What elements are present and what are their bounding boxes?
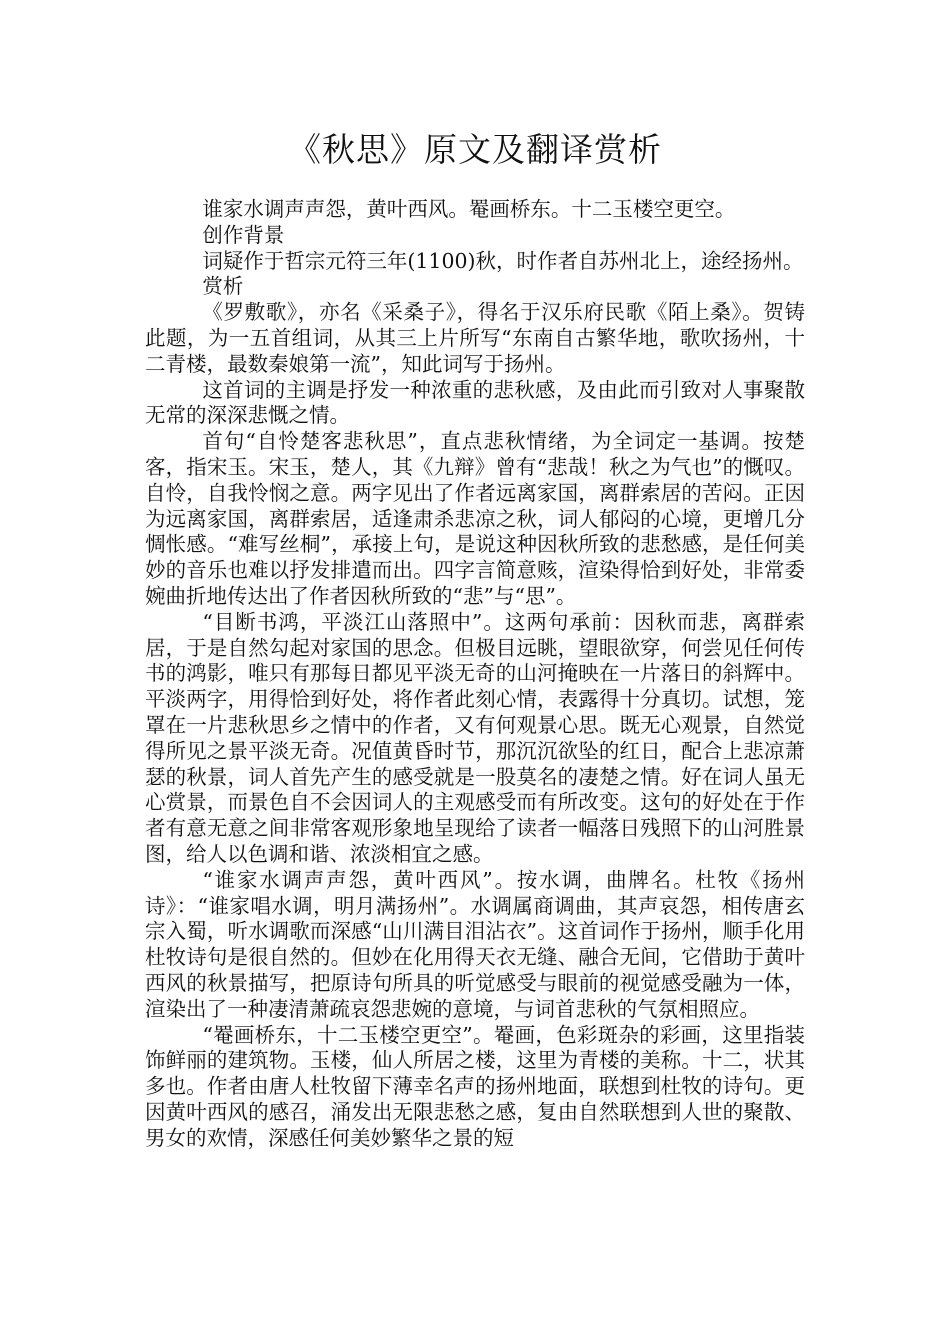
appreciation-paragraph: 《罗敷歌》，亦名《采桑子》，得名于汉乐府民歌《陌上桑》。贺铸此题，为一五首组词，从其三上片所写“东南自古繁华地，歌吹扬州，十二青楼，最数秦娘第一流”，知此词写于扬州。 bbox=[145, 300, 805, 376]
document-body bbox=[145, 197, 805, 1151]
poem-line: 谁家水调声声怨，黄叶西风。罨画桥东。十二玉楼空更空。 bbox=[202, 197, 736, 221]
background-paragraph: 词疑作于哲宗元符三年(1100)秋，时作者自苏州北上，途经扬州。 bbox=[202, 248, 804, 273]
appreciation-paragraph: “罨画桥东，十二玉楼空更空”。罨画，色彩斑杂的彩画，这里指装饰鲜丽的建筑物。玉楼，仙人所居之楼，这里为青楼的美称。十二，状其多也。作者由唐人杜牧留下薄幸名声的扬州地面，联想到杜牧的诗句。更因黄叶西风的感召，涌发出无限悲愁之感，复由自然联想到人世的聚散、男女的欢情，深感任何美妙繁华之景的短 bbox=[145, 1022, 805, 1150]
appreciation-paragraph: 首句“自怜楚客悲秋思”，直点悲秋情绪，为全词定一基调。按楚客，指宋玉。宋玉，楚人，其《九辩》曾有“悲哉！秋之为气也”的慨叹。自怜，自我怜悯之意。两字见出了作者远离家国，离群索居的苦闷。正因为远离家国，离群索居，适逢肃杀悲凉之秋，词人郁闷的心境，更增几分惆怅感。“难写丝桐”，承接上句，是说这种因秋所致的悲愁感，是任何美妙的音乐也难以抒发排遣而出。四字言简意赅，渲染得恰到好处，非常委婉曲折地传达出了作者因秋所致的“悲”与“思”。 bbox=[145, 429, 805, 608]
appreciation-paragraph: 这首词的主调是抒发一种浓重的悲秋感，及由此而引致对人事聚散无常的深深悲慨之情。 bbox=[145, 377, 805, 428]
document-title: 《秋思》原文及翻译赏析 bbox=[288, 130, 662, 169]
appreciation-paragraph: “谁家水调声声怨，黄叶西风”。按水调，曲牌名。杜牧《扬州诗》：“谁家唱水调，明月满扬州”。水调属商调曲，其声哀怨，相传唐玄宗入蜀，听水调歌而深感“山川满目泪沾衣”。这首词作于扬州，顺手化用杜牧诗句是很自然的。但妙在化用得天衣无缝、融合无间，它借助于黄叶西风的秋景描写，把原诗句所具的听觉感受与眼前的视觉感受融为一体，渲染出了一种凄清萧疏哀怨悲婉的意境，与词首悲秋的气氛相照应。 bbox=[145, 867, 805, 1021]
section-heading-appreciation: 赏析 bbox=[202, 274, 244, 299]
appreciation-paragraph: “目断书鸿，平淡江山落照中”。这两句承前：因秋而悲，离群索居，于是自然勾起对家国的思念。但极目远眺，望眼欲穿，何尝见任何传书的鸿影，唯只有那每日都见平淡无奇的山河掩映在一片落日的斜辉中。平淡两字，用得恰到好处，将作者此刻心情，表露得十分真切。试想，笼罩在一片悲秋思乡之情中的作者，又有何观景心思。既无心观景，自然觉得所见之景平淡无奇。况值黄昏时节，那沉沉欲坠的红日，配合上悲凉萧瑟的秋景，词人首先产生的感受就是一股莫名的凄楚之情。好在词人虽无心赏景，而景色自不会因词人的主观感受而有所改变。这句的好处在于作者有意无意之间非常客观形象地呈现给了读者一幅落日残照下的山河胜景图，给人以色调和谐、浓淡相宜之感。 bbox=[145, 609, 805, 866]
section-heading-background: 创作背景 bbox=[202, 222, 285, 247]
